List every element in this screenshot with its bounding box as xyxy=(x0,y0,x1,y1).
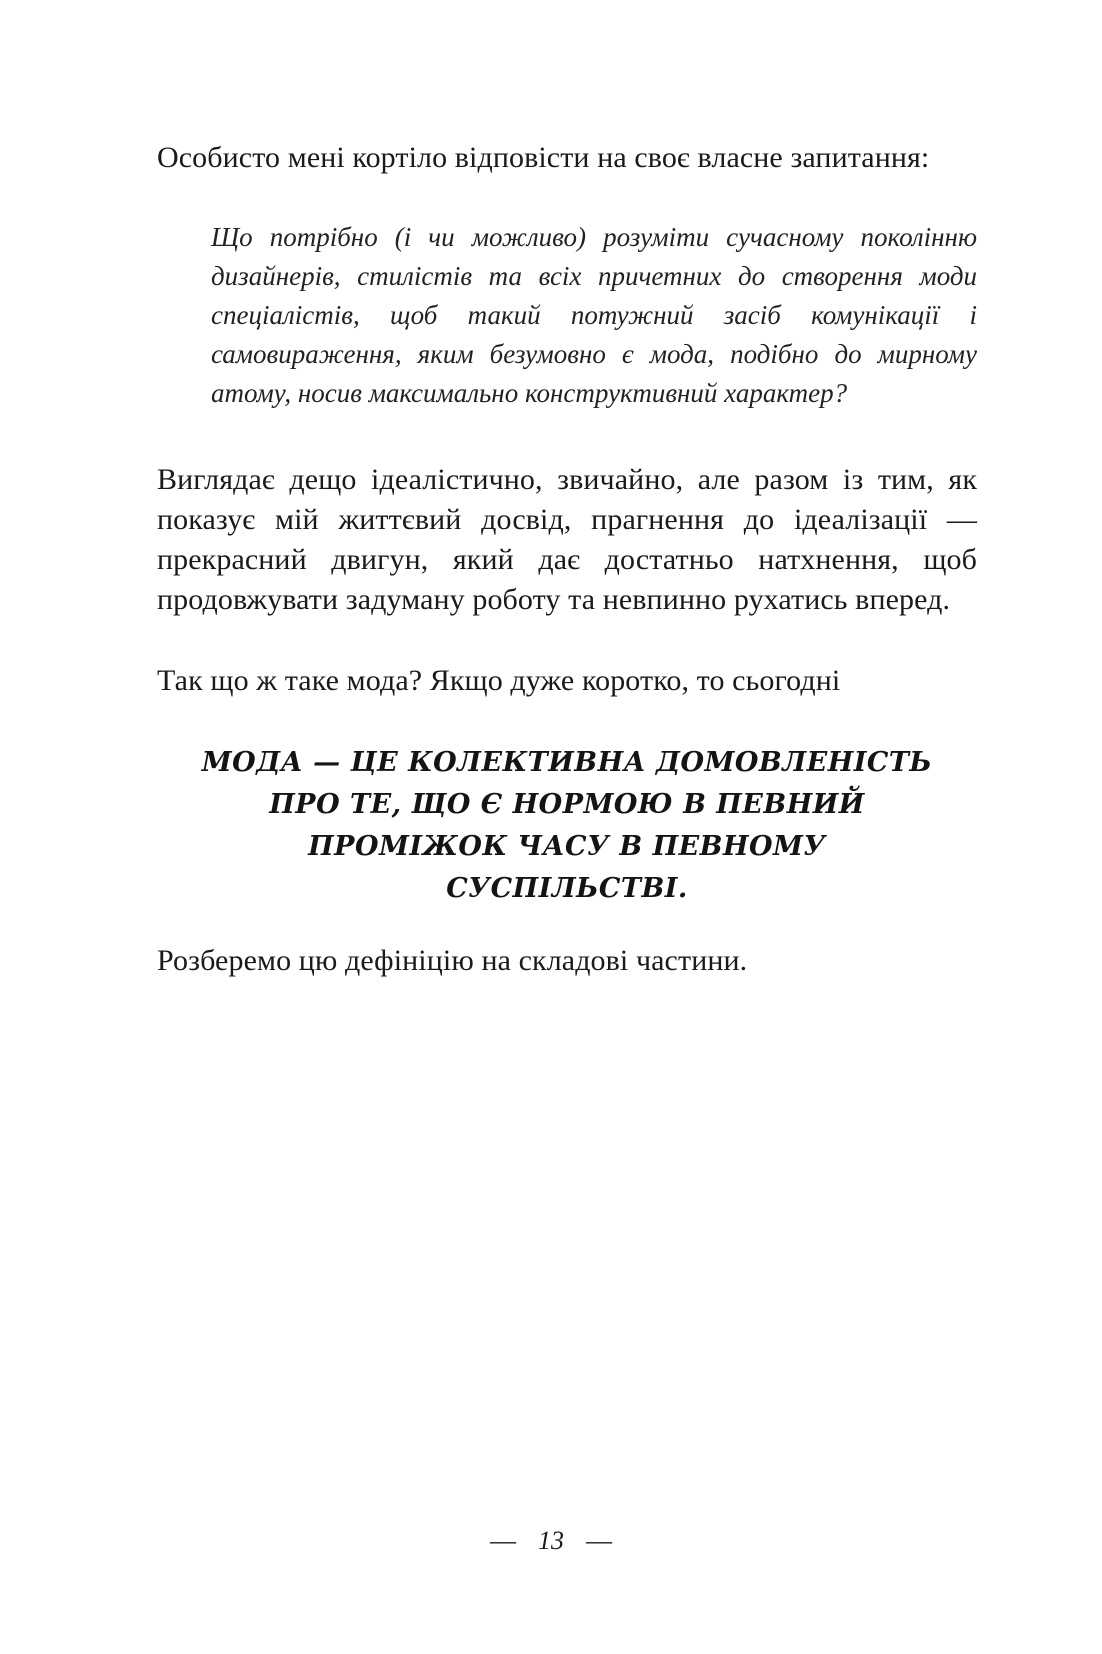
intro-paragraph: Особисто мені кортіло відповісти на своє власне запитання: xyxy=(157,141,930,174)
definition-line: МОДА — ЦЕ КОЛЕКТИВНА ДОМОВЛЕНІСТЬ xyxy=(201,747,933,778)
footer-dash-left: — xyxy=(490,1526,516,1555)
page-number: 13 xyxy=(538,1526,564,1555)
body-paragraph-analysis: Розберемо цю дефініцію на складові частини. xyxy=(157,944,748,977)
definition-line: ПРОМІЖОК ЧАСУ В ПЕВНОМУ xyxy=(308,831,826,862)
fashion-definition xyxy=(157,742,977,910)
quoted-question: Що потрібно (і чи можливо) розуміти сучасному поколінню дизайнерів, стилістів та всіх причетних до створення моди спеціалістів, щоб такий потужний засіб комунікації і самовираження, яким безумовно є мода, подібно до мирному атому, носив максимально конструктивний характер? xyxy=(211,222,977,408)
definition-line: СУСПІЛЬСТВІ. xyxy=(446,873,688,904)
footer-dash-right: — xyxy=(586,1526,612,1555)
body-paragraph-idealism: Виглядає дещо ідеалістично, звичайно, але разом із тим, як показує мій життєвий досвід, прагнення до ідеалізації — прекрасний двигун, який дає достатньо натхнення, щоб продовжувати задуману роботу та невпинно рухатись вперед. xyxy=(157,463,977,616)
page-footer xyxy=(0,1525,1102,1557)
body-paragraph-question: Так що ж таке мода? Якщо дуже коротко, то сьогодні xyxy=(157,664,841,697)
definition-line: ПРО ТЕ, ЩО Є НОРМОЮ В ПЕВНИЙ xyxy=(269,789,865,820)
